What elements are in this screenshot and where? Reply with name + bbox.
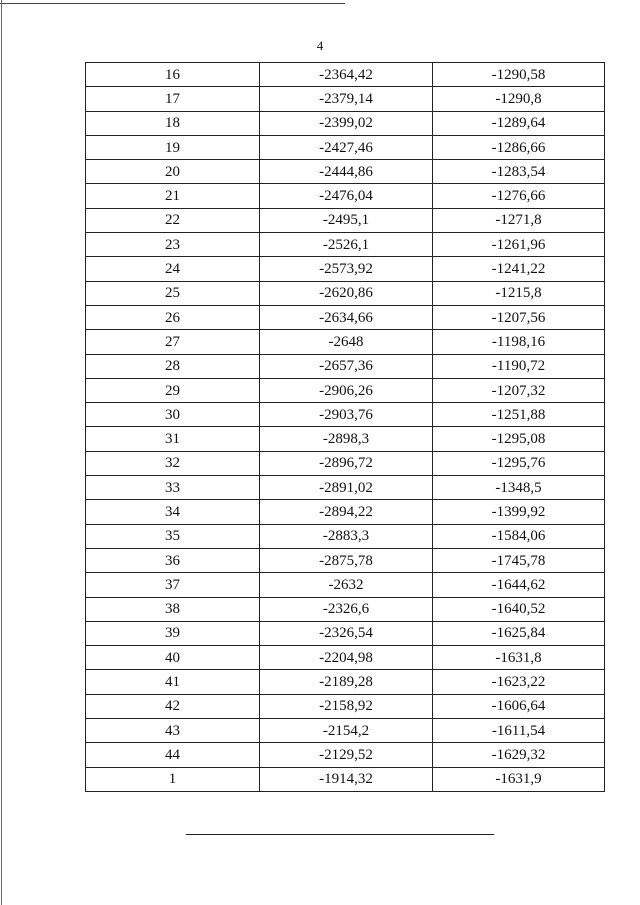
page-number: 4 xyxy=(316,38,324,53)
x-coordinate-cell: -2326,6 xyxy=(260,597,433,621)
x-coordinate-cell: -2379,14 xyxy=(260,87,433,111)
x-coordinate-cell: -2648 xyxy=(260,330,433,354)
x-coordinate-cell: -2906,26 xyxy=(260,378,433,402)
top-divider xyxy=(0,3,345,4)
point-number-cell: 43 xyxy=(86,719,260,743)
point-number-cell: 39 xyxy=(86,621,260,645)
point-number-cell: 28 xyxy=(86,354,260,378)
table-row xyxy=(86,646,605,670)
table-row xyxy=(86,378,605,402)
x-coordinate-cell: -2657,36 xyxy=(260,354,433,378)
table-row xyxy=(86,208,605,232)
table-row xyxy=(86,135,605,159)
y-coordinate-cell: -1295,76 xyxy=(433,451,605,475)
table-row xyxy=(86,233,605,257)
x-coordinate-cell: -2896,72 xyxy=(260,451,433,475)
table-row xyxy=(86,403,605,427)
point-number-cell: 33 xyxy=(86,476,260,500)
point-number-cell: 36 xyxy=(86,548,260,572)
point-number-cell: 18 xyxy=(86,111,260,135)
y-coordinate-cell: -1190,72 xyxy=(433,354,605,378)
table-row xyxy=(86,111,605,135)
x-coordinate-cell: -2444,86 xyxy=(260,160,433,184)
y-coordinate-cell: -1611,54 xyxy=(433,719,605,743)
table-row xyxy=(86,767,605,791)
point-number-cell: 25 xyxy=(86,281,260,305)
y-coordinate-cell: -1215,8 xyxy=(433,281,605,305)
point-number-cell: 34 xyxy=(86,500,260,524)
x-coordinate-cell: -2573,92 xyxy=(260,257,433,281)
table-row xyxy=(86,160,605,184)
point-number-cell: 23 xyxy=(86,233,260,257)
y-coordinate-cell: -1290,58 xyxy=(433,63,605,87)
x-coordinate-cell: -1914,32 xyxy=(260,767,433,791)
point-number-cell: 41 xyxy=(86,670,260,694)
y-coordinate-cell: -1286,66 xyxy=(433,135,605,159)
table-row xyxy=(86,451,605,475)
x-coordinate-cell: -2891,02 xyxy=(260,476,433,500)
x-coordinate-cell: -2476,04 xyxy=(260,184,433,208)
y-coordinate-cell: -1207,32 xyxy=(433,378,605,402)
table-row xyxy=(86,597,605,621)
x-coordinate-cell: -2364,42 xyxy=(260,63,433,87)
table-row xyxy=(86,694,605,718)
y-coordinate-cell: -1640,52 xyxy=(433,597,605,621)
y-coordinate-cell: -1348,5 xyxy=(433,476,605,500)
point-number-cell: 35 xyxy=(86,524,260,548)
point-number-cell: 17 xyxy=(86,87,260,111)
y-coordinate-cell: -1261,96 xyxy=(433,233,605,257)
bottom-divider xyxy=(186,834,494,835)
coordinates-table xyxy=(85,62,605,792)
y-coordinate-cell: -1295,08 xyxy=(433,427,605,451)
table-row xyxy=(86,500,605,524)
table-row xyxy=(86,257,605,281)
y-coordinate-cell: -1198,16 xyxy=(433,330,605,354)
x-coordinate-cell: -2399,02 xyxy=(260,111,433,135)
x-coordinate-cell: -2898,3 xyxy=(260,427,433,451)
x-coordinate-cell: -2894,22 xyxy=(260,500,433,524)
table-row xyxy=(86,427,605,451)
table-row xyxy=(86,87,605,111)
x-coordinate-cell: -2903,76 xyxy=(260,403,433,427)
x-coordinate-cell: -2129,52 xyxy=(260,743,433,767)
point-number-cell: 20 xyxy=(86,160,260,184)
table-row xyxy=(86,354,605,378)
y-coordinate-cell: -1623,22 xyxy=(433,670,605,694)
table-row xyxy=(86,670,605,694)
point-number-cell: 16 xyxy=(86,63,260,87)
x-coordinate-cell: -2326,54 xyxy=(260,621,433,645)
point-number-cell: 19 xyxy=(86,135,260,159)
y-coordinate-cell: -1631,9 xyxy=(433,767,605,791)
x-coordinate-cell: -2526,1 xyxy=(260,233,433,257)
table-row xyxy=(86,524,605,548)
y-coordinate-cell: -1625,84 xyxy=(433,621,605,645)
table-row xyxy=(86,548,605,572)
y-coordinate-cell: -1241,22 xyxy=(433,257,605,281)
y-coordinate-cell: -1745,78 xyxy=(433,548,605,572)
y-coordinate-cell: -1644,62 xyxy=(433,573,605,597)
point-number-cell: 24 xyxy=(86,257,260,281)
page-left-edge xyxy=(1,0,2,905)
table-row xyxy=(86,63,605,87)
x-coordinate-cell: -2158,92 xyxy=(260,694,433,718)
x-coordinate-cell: -2632 xyxy=(260,573,433,597)
x-coordinate-cell: -2620,86 xyxy=(260,281,433,305)
point-number-cell: 1 xyxy=(86,767,260,791)
y-coordinate-cell: -1207,56 xyxy=(433,305,605,329)
y-coordinate-cell: -1629,32 xyxy=(433,743,605,767)
table-row xyxy=(86,719,605,743)
y-coordinate-cell: -1271,8 xyxy=(433,208,605,232)
point-number-cell: 26 xyxy=(86,305,260,329)
x-coordinate-cell: -2154,2 xyxy=(260,719,433,743)
point-number-cell: 21 xyxy=(86,184,260,208)
y-coordinate-cell: -1251,88 xyxy=(433,403,605,427)
point-number-cell: 37 xyxy=(86,573,260,597)
point-number-cell: 44 xyxy=(86,743,260,767)
point-number-cell: 27 xyxy=(86,330,260,354)
x-coordinate-cell: -2427,46 xyxy=(260,135,433,159)
y-coordinate-cell: -1606,64 xyxy=(433,694,605,718)
x-coordinate-cell: -2875,78 xyxy=(260,548,433,572)
point-number-cell: 42 xyxy=(86,694,260,718)
table-row xyxy=(86,184,605,208)
point-number-cell: 30 xyxy=(86,403,260,427)
y-coordinate-cell: -1289,64 xyxy=(433,111,605,135)
x-coordinate-cell: -2495,1 xyxy=(260,208,433,232)
table-row xyxy=(86,330,605,354)
y-coordinate-cell: -1290,8 xyxy=(433,87,605,111)
table-row xyxy=(86,573,605,597)
point-number-cell: 40 xyxy=(86,646,260,670)
x-coordinate-cell: -2883,3 xyxy=(260,524,433,548)
y-coordinate-cell: -1584,06 xyxy=(433,524,605,548)
y-coordinate-cell: -1399,92 xyxy=(433,500,605,524)
point-number-cell: 31 xyxy=(86,427,260,451)
point-number-cell: 32 xyxy=(86,451,260,475)
table-row xyxy=(86,305,605,329)
point-number-cell: 38 xyxy=(86,597,260,621)
table-row xyxy=(86,743,605,767)
x-coordinate-cell: -2189,28 xyxy=(260,670,433,694)
y-coordinate-cell: -1631,8 xyxy=(433,646,605,670)
table-row xyxy=(86,476,605,500)
coordinates-table-body xyxy=(86,63,605,792)
x-coordinate-cell: -2634,66 xyxy=(260,305,433,329)
point-number-cell: 22 xyxy=(86,208,260,232)
y-coordinate-cell: -1283,54 xyxy=(433,160,605,184)
point-number-cell: 29 xyxy=(86,378,260,402)
table-row xyxy=(86,621,605,645)
y-coordinate-cell: -1276,66 xyxy=(433,184,605,208)
table-row xyxy=(86,281,605,305)
x-coordinate-cell: -2204,98 xyxy=(260,646,433,670)
